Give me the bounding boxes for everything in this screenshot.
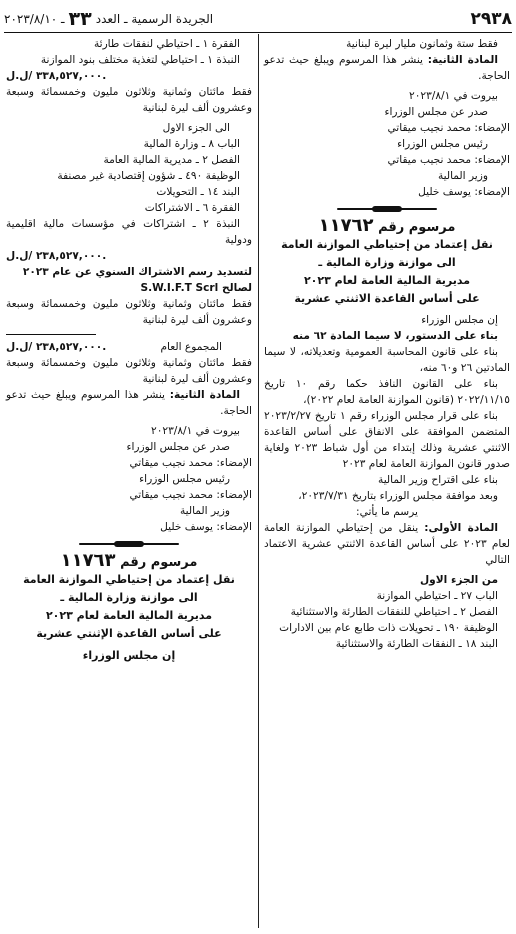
paragraph: بناء على اقتراح وزير المالية (378, 474, 498, 486)
issue-number: ٣٣ (68, 8, 92, 30)
budget-line: الفقرة ١ ـ احتياطي لنفقات طارئة (93, 38, 240, 50)
issue-date: ـ ٢٠٢٣/٨/١٠ (4, 12, 65, 26)
gazette-header (4, 8, 213, 30)
paragraph: يرسم ما يأتي: (356, 506, 418, 518)
total-label: المجموع العام (160, 341, 222, 353)
budget-line: الفصل ٢ ـ احتياطي للنفقات الطارئة والاستثنائية (290, 606, 498, 618)
paragraph: وبعد موافقة مجلس الوزراء بتاريخ ٢٠٢٣/٧/٣١، (298, 490, 498, 502)
purpose-line: لصالح S.W.I.F.T Scrl (140, 282, 252, 294)
amount: ٣٣٨,٥٢٧,٠٠٠ /ل.ل. (6, 70, 107, 82)
budget-line: الباب ٢٧ ـ احتياطي الموازنة (376, 590, 498, 602)
decree-subtitle: مديرية المالية العامة لعام ٢٠٢٣ (45, 609, 213, 622)
decree-subtitle: على أساس القاعدة الاثنتي عشرية (294, 292, 480, 305)
signature-line: الإمضاء: محمد نجيب ميقاتي (129, 457, 252, 469)
amount-words: فقط مائتان وثمانية وثلاثون مليون وخمسمائة وسبعة وعشرون ألف ليرة لبنانية (6, 357, 252, 385)
purpose-line: لتسديد رسم الاشتراك السنوي عن عام ٢٠٢٣ (22, 266, 252, 278)
article-2 (264, 52, 510, 84)
total-amount: ٢٣٨,٥٢٧,٠٠٠ /ل.ل. (6, 341, 107, 353)
council-line: إن مجلس الوزراء (421, 314, 498, 326)
signature-line: الإمضاء: محمد نجيب ميقاتي (387, 122, 510, 134)
section-heading: الى الجزء الاول (162, 122, 230, 134)
signature-line: الإمضاء: محمد نجيب ميقاتي (129, 489, 252, 501)
minister-title: وزير المالية (179, 505, 230, 517)
article-1 (264, 520, 510, 568)
pm-title: رئيس مجلس الوزراء (397, 138, 488, 150)
budget-line: الفصل ٢ ـ مديرية المالية العامة (103, 154, 240, 166)
decree-title (264, 215, 510, 236)
total-row (6, 339, 252, 355)
date-line: بيروت في ٢٠٢٣/٨/١ (151, 425, 240, 437)
budget-line: الوظيفة ١٩٠ ـ تحويلات ذات طابع عام بين الادارات (279, 622, 498, 634)
article-label: المادة الأولى: (424, 522, 498, 534)
amount-words: فقط مائتان وثمانية وثلاثون مليون وخمسمائة وسبعة وعشرون ألف ليرة لبنانية (6, 86, 252, 114)
paragraph: بناء على الدستور، لا سيما المادة ٦٢ منه (292, 330, 498, 342)
decree-subtitle: نقل إعتماد من إحتياطي الموازنة العامة (23, 573, 235, 586)
minister-title: وزير المالية (437, 170, 488, 182)
article-text: ينشر هذا المرسوم ويبلغ حيث تدعو الحاجة. (264, 54, 510, 82)
text-line: فقط ستة وثمانون مليار ليرة لبنانية (346, 38, 498, 50)
signature-line: الإمضاء: يوسف خليل (160, 521, 252, 533)
signature-line: الإمضاء: محمد نجيب ميقاتي (387, 154, 510, 166)
budget-line: البند ١٨ ـ النفقات الطارئة والاستثنائية (335, 638, 498, 650)
page-number: ٢٩٣٨ (470, 9, 512, 29)
paragraph: بناء على قانون المحاسبة العمومية وتعديلاته، لا سيما المادتين ٢٦ و٦٠ منه، (264, 346, 510, 374)
article-2 (6, 387, 252, 419)
article-text: ينقل من إحتياطي الموازنة العامة لعام ٢٠٢٣ على أساس القاعدة الاثنتي عشرية الاعتماد التالي (264, 522, 510, 566)
article-label: المادة الثانية: (427, 54, 498, 66)
paragraph: بناء على قرار مجلس الوزراء رقم ١ تاريخ ٢٠٢٣/٢/٢٧ المتضمن الموافقة على الانفاق على أساس القاعدة الاثنتي عشرية وذلك إبتداء من أول شباط ٢٠٢٣ ولغاية صدور قانون الموازنة العامة لعام ٢٠٢٣ (264, 410, 510, 470)
right-column (264, 36, 510, 652)
article-label: المادة الثانية: (169, 389, 240, 401)
decree-label: مرسوم رقم (378, 220, 456, 235)
decree-subtitle: الى موازنة وزارة المالية ـ (60, 591, 198, 604)
gazette-title: الجريدة الرسمية ـ العدد (95, 12, 214, 26)
decree-title (6, 550, 252, 571)
budget-line: الفقرة ٦ ـ الاشتراكات (144, 202, 240, 214)
issued-line: صدر عن مجلس الوزراء (126, 441, 230, 453)
article-text: ينشر هذا المرسوم ويبلغ حيث تدعو الحاجة. (6, 389, 252, 417)
budget-line: الباب ٨ ـ وزارة المالية (143, 138, 240, 150)
page-header (4, 6, 512, 33)
budget-line: النبذة ٢ ـ اشتراكات في مؤسسات مالية اقليمية ودولية (6, 218, 252, 246)
decorative-separator (337, 206, 437, 212)
pm-title: رئيس مجلس الوزراء (139, 473, 230, 485)
budget-line: النبذة ١ ـ احتياطي لتغذية مختلف بنود الموازنة (40, 54, 240, 66)
council-line: إن مجلس الوزراء (82, 649, 176, 662)
decree-number: ١١٧٦٣ (60, 550, 116, 571)
left-column (6, 36, 252, 665)
separator-line (6, 334, 96, 335)
date-line: بيروت في ٢٠٢٣/٨/١ (409, 90, 498, 102)
decorative-separator (79, 541, 179, 547)
signature-line: الإمضاء: يوسف خليل (418, 186, 510, 198)
budget-line: الوظيفة ٤٩٠ ـ شؤون إقتصادية غير مصنفة (57, 170, 240, 182)
paragraph: بناء على القانون النافذ حكما رقم ١٠ تاريخ ٢٠٢٢/١١/١٥ (قانون الموازنة العامة لعام ٢٠٢٢)، (264, 378, 510, 406)
decree-label: مرسوم رقم (120, 555, 198, 570)
section-heading: من الجزء الاول (419, 574, 498, 586)
budget-line: البند ١٤ ـ التحويلات (156, 186, 240, 198)
column-divider (258, 34, 259, 928)
amount: ٢٣٨,٥٢٧,٠٠٠ /ل.ل. (6, 250, 107, 262)
decree-subtitle: نقل إعتماد من إحتياطي الموازنة العامة (281, 238, 493, 251)
decree-subtitle: مديرية المالية العامة لعام ٢٠٢٣ (303, 274, 471, 287)
amount-words: فقط مائتان وثمانية وثلاثون مليون وخمسمائة وسبعة وعشرون ألف ليرة لبنانية (6, 298, 252, 326)
decree-subtitle: الى موازنة وزارة المالية ـ (318, 256, 456, 269)
issued-line: صدر عن مجلس الوزراء (384, 106, 488, 118)
decree-number: ١١٧٦٢ (318, 215, 374, 236)
decree-subtitle: على أساس القاعدة الإثنتي عشرية (36, 627, 222, 640)
